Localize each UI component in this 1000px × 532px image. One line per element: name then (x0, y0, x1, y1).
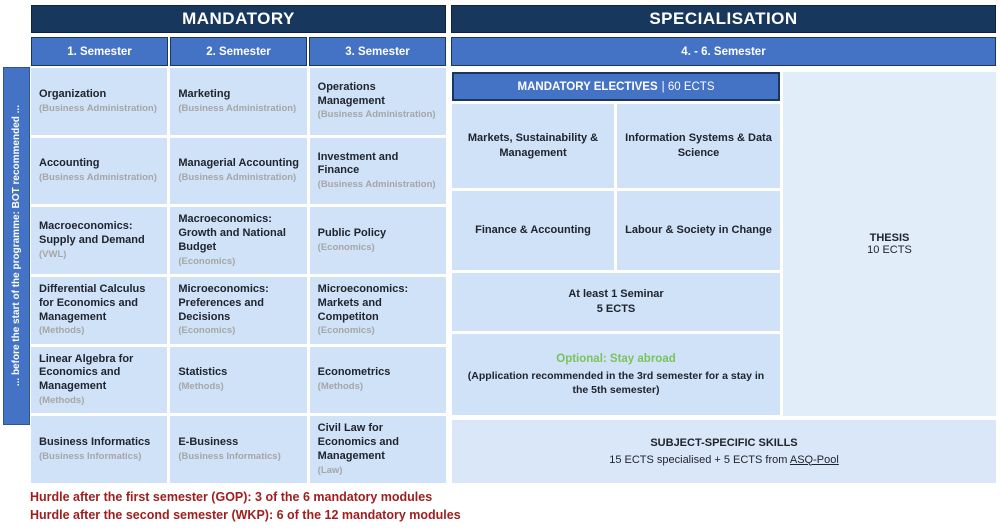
course-subject: (Business Administration) (39, 102, 157, 114)
semester-header-4-6: 4. - 6. Semester (451, 37, 996, 66)
course-subject: (Business Administration) (178, 172, 297, 184)
sidebar-vertical-label: ... before the start of the programme: BOT recommended ... (11, 105, 22, 387)
course-title: Organization (39, 87, 107, 100)
course-subject: (VWL) (39, 248, 67, 260)
course-cell (310, 68, 446, 135)
subject-specific-skills-cell (452, 420, 996, 483)
course-subject: (Methods) (39, 394, 85, 406)
course-subject: (Business Administration) (178, 102, 297, 114)
course-title: Operations Management (317, 80, 385, 107)
course-title: Statistics (178, 366, 228, 379)
course-subject: (Business Administration) (317, 109, 436, 121)
elective-cell-finance-accounting: Finance & Accounting (452, 191, 614, 270)
semester-header-2: 2. Semester (170, 37, 307, 66)
elective-cell-markets-sustainability: Markets, Sustainability & Management (452, 104, 614, 188)
course-title: Macroeconomics: Growth and National Budget (178, 213, 286, 253)
course-cell (170, 347, 306, 414)
course-cell (31, 277, 167, 344)
stay-abroad-title: Optional: Stay abroad (556, 353, 676, 366)
course-subject: (Business Informatics) (178, 450, 281, 462)
thesis-title: THESIS (869, 232, 910, 244)
course-title: Civil Law for Economics and Management (317, 422, 399, 462)
course-cell (31, 138, 167, 205)
course-cell (170, 277, 306, 344)
skills-detail-text: 15 ECTS specialised + 5 ECTS from (609, 453, 790, 466)
course-subject: (Economics) (178, 255, 236, 267)
course-cell (31, 347, 167, 414)
mandatory-electives-header (452, 72, 780, 101)
semester-header-3: 3. Semester (309, 37, 446, 66)
course-subject: (Business Informatics) (39, 450, 142, 462)
course-cell (310, 277, 446, 344)
course-title: Microeconomics: Preferences and Decisions (178, 283, 269, 323)
course-cell (31, 68, 167, 135)
course-cell (310, 207, 446, 274)
course-title: Public Policy (317, 227, 387, 240)
course-cell (170, 207, 306, 274)
thesis-cell (783, 72, 996, 416)
stay-abroad-cell (452, 334, 780, 415)
course-title: Macroeconomics: Supply and Demand (39, 220, 145, 246)
course-subject: (Economics) (317, 241, 375, 253)
course-cell (170, 68, 306, 135)
course-title: Managerial Accounting (178, 157, 299, 170)
course-subject: (Methods) (178, 381, 224, 393)
elective-cell-information-systems: Information Systems & Data Science (617, 104, 780, 188)
course-title: Differential Calculus for Economics and Management (39, 283, 146, 323)
course-cell (170, 138, 306, 205)
course-cell (170, 416, 306, 483)
hurdle-footnote-1: Hurdle after the first semester (GOP): 3 of the 6 mandatory modules (30, 490, 433, 504)
course-title: Business Informatics (39, 436, 151, 449)
skills-title: SUBJECT-SPECIFIC SKILLS (650, 437, 798, 449)
course-title: E-Business (178, 436, 239, 449)
electives-header-ects: | 60 ECTS (661, 80, 715, 93)
course-subject: (Methods) (317, 381, 364, 393)
course-subject: (Economics) (317, 325, 375, 337)
course-cell (31, 416, 167, 483)
mandatory-section-header: MANDATORY (31, 5, 446, 33)
course-subject: (Law) (317, 464, 343, 476)
electives-header-title: MANDATORY ELECTIVES (517, 80, 658, 93)
mandatory-course-grid (31, 68, 446, 483)
course-title: Econometrics (317, 366, 391, 379)
thesis-ects: 10 ECTS (867, 244, 912, 256)
course-title: Investment and Finance (317, 150, 399, 177)
course-cell (310, 347, 446, 414)
course-title: Microeconomics: Markets and Competiton (317, 283, 409, 323)
course-subject: (Business Administration) (317, 179, 436, 191)
seminar-line1: At least 1 Seminar (568, 288, 664, 301)
stay-abroad-note: (Application recommended in the 3rd semester for a stay in the 5th semester) (467, 369, 765, 396)
course-subject: (Methods) (39, 325, 85, 337)
course-title: Accounting (39, 157, 100, 170)
skills-detail (609, 452, 839, 469)
semester-header-1: 1. Semester (31, 37, 168, 66)
course-subject: (Economics) (178, 325, 236, 337)
course-title: Linear Algebra for Economics and Management (39, 352, 134, 393)
before-programme-sidebar (3, 67, 30, 425)
course-subject: (Business Administration) (39, 172, 157, 184)
seminar-cell (452, 273, 780, 331)
seminar-ects: 5 ECTS (596, 303, 636, 315)
specialisation-section-header: SPECIALISATION (451, 5, 996, 33)
elective-cell-labour-society: Labour & Society in Change (617, 191, 780, 270)
course-cell (310, 416, 446, 483)
course-title: Marketing (178, 87, 231, 100)
asq-pool-link: ASQ-Pool (789, 453, 839, 466)
hurdle-footnote-2: Hurdle after the second semester (WKP): 6 of the 12 mandatory modules (30, 508, 461, 522)
course-cell (31, 207, 167, 274)
course-cell (310, 138, 446, 205)
